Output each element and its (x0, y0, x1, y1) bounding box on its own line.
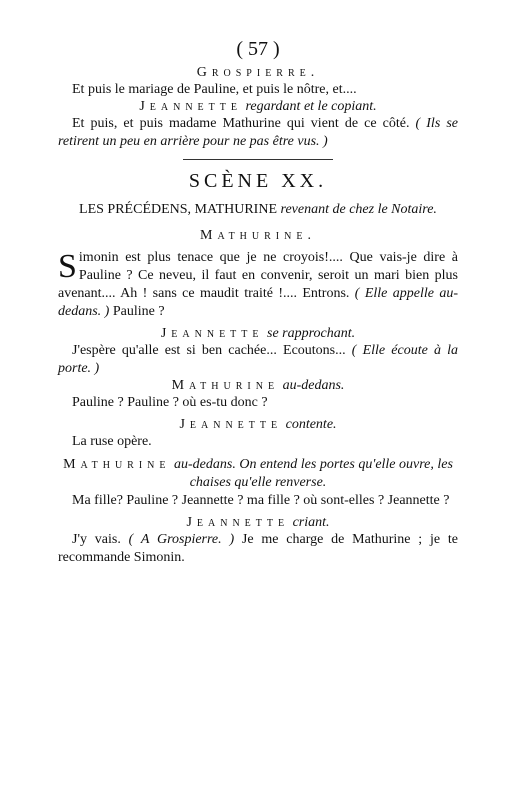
scene-header (58, 201, 458, 219)
dialogue-line: Ma fille? Pauline ? Jeannette ? ma fille ? où sont-elles ? Jeannette ? (72, 493, 450, 508)
dialogue-line (58, 531, 458, 567)
divider-rule (183, 159, 333, 160)
speaker-jeannette-heading (58, 515, 458, 531)
dialogue-text: Et puis, et puis madame Mathurine qui vient de ce côté. (72, 116, 410, 131)
speaker-mathurine-heading (58, 378, 458, 394)
stage-direction: regardant et le copiant. (245, 99, 377, 114)
speaker-name: Jeannette (186, 515, 290, 530)
speaker-grospierre: Grospierre. (196, 65, 320, 80)
dialogue-line: Et puis le mariage de Pauline, et puis le nôtre, et.... (72, 82, 357, 97)
page-number: ( 57 ) (236, 38, 280, 60)
dialogue-text: J'y vais. (72, 532, 121, 547)
speaker-mathurine: Mathurine. (200, 228, 316, 243)
dialogue-line: Pauline ? Pauline ? où es-tu donc ? (72, 395, 268, 410)
stage-direction: ( Elle appelle au-dedans. ) (58, 286, 458, 319)
stage-direction: ( Elle écoute à la porte. ) (58, 343, 459, 376)
dialogue-text: imonin est plus tenace que je ne croyois!.... Que vais-je dire à Pauline ? Ce neveu, il faut en convenir, seroit un mari bien plus avenant.... Ah ! sans ce maudit traité !.... Entrons. (58, 250, 458, 301)
drop-cap: S (58, 248, 77, 285)
speaker-name: Jeannette (160, 326, 264, 341)
scene-title: SCÈNE XX. (188, 170, 328, 192)
stage-direction: criant. (292, 515, 330, 530)
speaker-name: Jeannette (179, 417, 283, 432)
stage-direction: au-dedans. On entend les portes qu'elle ouvre, les chaises qu'elle renverse. (174, 457, 453, 490)
dialogue-line (58, 115, 458, 151)
speaker-jeannette-heading (58, 99, 458, 115)
stage-direction: au-dedans. (282, 378, 345, 393)
dialogue-text: Je me charge de Mathurine ; je te recommande Simonin. (58, 532, 458, 565)
speaker-mathurine-heading (58, 456, 458, 492)
speaker-jeannette-heading (58, 417, 458, 433)
speaker-name: Mathurine (171, 378, 280, 393)
scene-characters: LES PRÉCÉDENS, MATHURINE (79, 202, 278, 217)
dialogue-line: La ruse opère. (72, 434, 152, 449)
dialogue-text: J'espère qu'alle est si ben cachée... Ecoutons... (72, 343, 346, 358)
dialogue-line (58, 342, 458, 378)
stage-direction: contente. (285, 417, 337, 432)
speaker-jeannette-heading (58, 326, 458, 342)
speaker-name: Mathurine (63, 457, 171, 472)
dialogue-line (58, 249, 458, 321)
dialogue-text: Pauline ? (112, 304, 165, 319)
stage-direction: se rapprochant. (267, 326, 356, 341)
stage-direction: ( Ils se retirent un peu en arrière pour ne pas être vus. ) (58, 116, 459, 149)
speaker-name: Jeannette (139, 99, 242, 114)
book-page (58, 38, 458, 567)
stage-direction: ( A Grospierre. ) (128, 532, 235, 547)
stage-direction: revenant de chez le Notaire. (280, 202, 437, 217)
